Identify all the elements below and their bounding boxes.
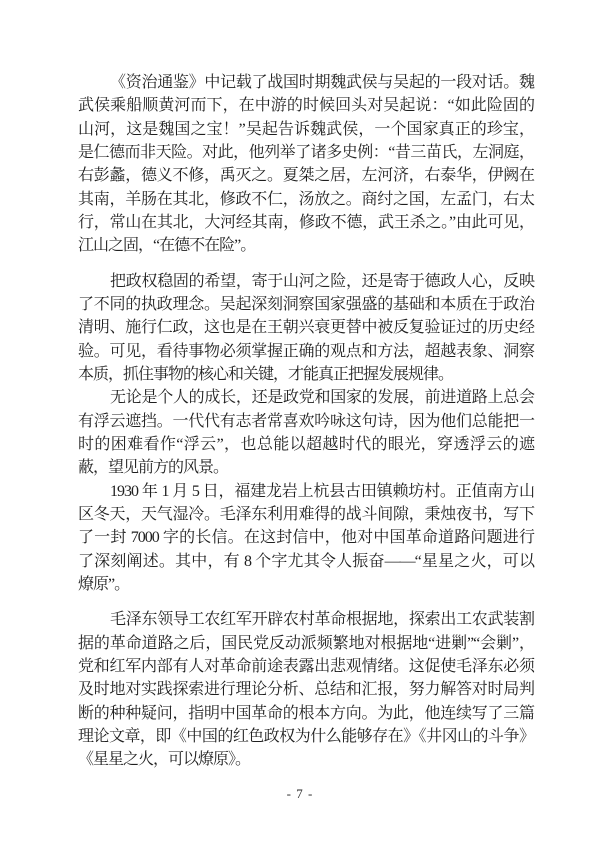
text-line: 区冬天，天气湿冷。毛泽东利用难得的战斗间隙，秉烛夜书，写下 [78, 505, 534, 523]
text-line: 清明、施行仁政，这也是在王朝兴衰更替中被反复验证过的历史经 [78, 319, 534, 337]
text-line: 时的困难看作“浮云”，也总能以超越时代的眼光，穿透浮云的遮 [78, 435, 534, 453]
paragraph [78, 71, 534, 258]
text-line: 行，常山在其北，大河经其南，修政不德，武王杀之。”由此可见， [78, 213, 534, 231]
text-line: 蔽，望见前方的风景。 [78, 459, 229, 477]
text-line: 江山之固，“在德不在险”。 [78, 237, 256, 255]
text-line: 右彭蠡，德义不修，禹灭之。夏桀之居，左河济，右泰华，伊阙在 [78, 167, 534, 185]
text-line: 了一封 7000 字的长信。在这封信中，他对中国革命道路问题进行 [78, 529, 534, 547]
text-line: 及时地对实践探索进行理论分析、总结和汇报，努力解答对时局判 [78, 681, 534, 699]
text-line: 燎原”。 [78, 575, 130, 593]
text-line: 验。可见，看待事物必须掌握正确的观点和方法，超越表象、洞察 [78, 342, 534, 360]
text-line: 了深刻阐述。其中，有 8 个字尤其令人振奋——“星星之火，可以 [78, 552, 534, 570]
text-line: 《星星之火，可以燎原》。 [78, 751, 251, 769]
text-line: 本质，抓住事物的核心和关键，才能真正把握发展规律。 [78, 365, 454, 383]
text-line: 武侯乘船顺黄河而下，在中游的时候回头对吴起说：“如此险固的 [78, 97, 534, 115]
text-body [78, 71, 534, 772]
text-line: 《资治通鉴》中记载了战国时期魏武侯与吴起的一段对话。魏 [110, 74, 534, 91]
text-line: 山河，这是魏国之宝！”吴起告诉魏武侯，一个国家真正的珍宝， [78, 120, 534, 138]
text-line: 了不同的执政理念。吴起深刻洞察国家强盛的基础和本质在于政治 [78, 295, 534, 313]
paragraph [78, 480, 534, 597]
page-number: - 7 - [286, 786, 314, 801]
text-line: 理论文章，即《中国的红色政权为什么能够存在》《井冈山的斗争》 [78, 727, 534, 745]
text-line: 其南，羊肠在其北，修政不仁，汤放之。商纣之国，左孟门，右太 [78, 190, 534, 208]
text-line: 无论是个人的成长，还是政党和国家的发展，前进道路上总会 [110, 389, 534, 407]
text-line: 把政权稳固的希望，寄于山河之险，还是寄于德政人心，反映 [110, 272, 534, 290]
text-line: 是仁德而非天险。对此，他列举了诸多史例：“昔三苗氏，左洞庭， [78, 143, 534, 161]
paragraph [78, 270, 534, 387]
paragraph [78, 608, 534, 771]
paragraph [78, 386, 534, 479]
text-line: 1930 年 1 月 5 日，福建龙岩上杭县古田镇赖坊村。正值南方山 [110, 482, 534, 500]
text-line: 据的革命道路之后，国民党反动派频繁地对根据地“进剿”“会剿”， [78, 634, 534, 652]
text-line: 党和红军内部有人对革命前途表露出悲观情绪。这促使毛泽东必须 [78, 657, 534, 675]
text-line: 断的种种疑问，指明中国革命的根本方向。为此，他连续写了三篇 [78, 704, 534, 722]
text-line: 有浮云遮挡。一代代有志者常喜欢吟咏这句诗，因为他们总能把一 [78, 412, 534, 430]
text-line: 毛泽东领导工农红军开辟农村革命根据地，探索出工农武装割 [110, 611, 534, 629]
